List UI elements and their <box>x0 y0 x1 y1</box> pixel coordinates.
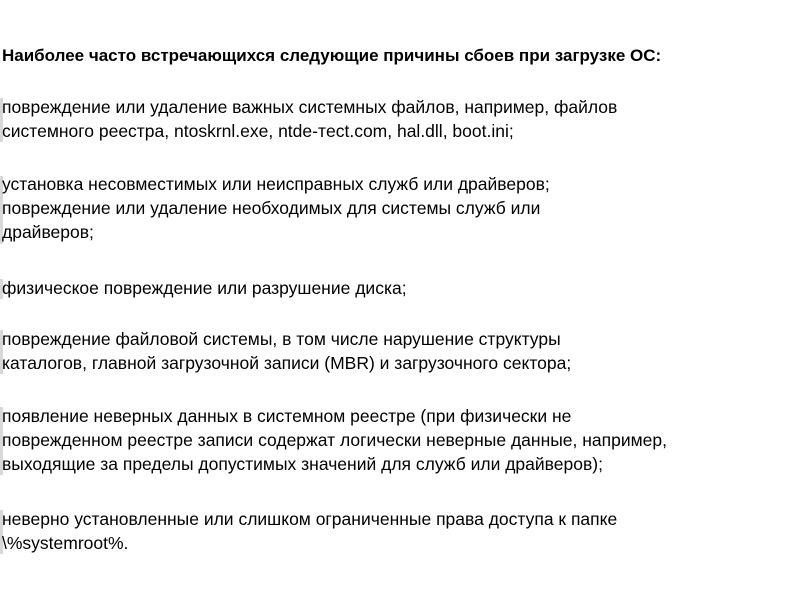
list-item-line: драйверов; <box>2 222 94 242</box>
list-item-line: каталогов, главной загрузочной записи (MBR) и загрузочного сектора; <box>2 353 572 373</box>
list-item-line: появление неверных данных в системном реестре (при физически не <box>2 406 572 426</box>
list-item-line: повреждение или удаление необходимых для системы служб или <box>2 198 541 218</box>
list-item-services-drivers <box>2 172 550 244</box>
list-item-system-files <box>2 95 617 143</box>
list-item-line: системного реестра, ntoskrnl.exe, ntde-тect.com, hal.dll, boot.ini; <box>2 121 514 141</box>
slide-heading: Наиболее часто встречающихся следующие причины сбоев при загрузке ОС: <box>2 46 662 65</box>
list-item-access-rights <box>2 507 617 555</box>
list-item-line: неверно установленные или слишком ограниченные права доступа к папке <box>2 509 618 529</box>
list-item-line: установка несовместимых или неисправных служб или драйверов; <box>2 174 550 194</box>
list-item-line: поврежденном реестре записи содержат логически неверные данные, например, <box>2 430 668 450</box>
list-item-line: \%systemroot%. <box>2 533 129 553</box>
list-item-disk-damage <box>2 276 407 300</box>
list-item-registry-data <box>2 404 667 476</box>
list-item-line: повреждение файловой системы, в том числе нарушение структуры <box>2 329 561 349</box>
list-item-line: выходящие за пределы допустимых значений для служб или драйверов); <box>2 454 603 474</box>
list-item-line: физическое повреждение или разрушение диска; <box>2 278 407 298</box>
list-item-line: повреждение или удаление важных системных файлов, например, файлов <box>2 97 618 117</box>
list-item-file-system <box>2 327 571 375</box>
